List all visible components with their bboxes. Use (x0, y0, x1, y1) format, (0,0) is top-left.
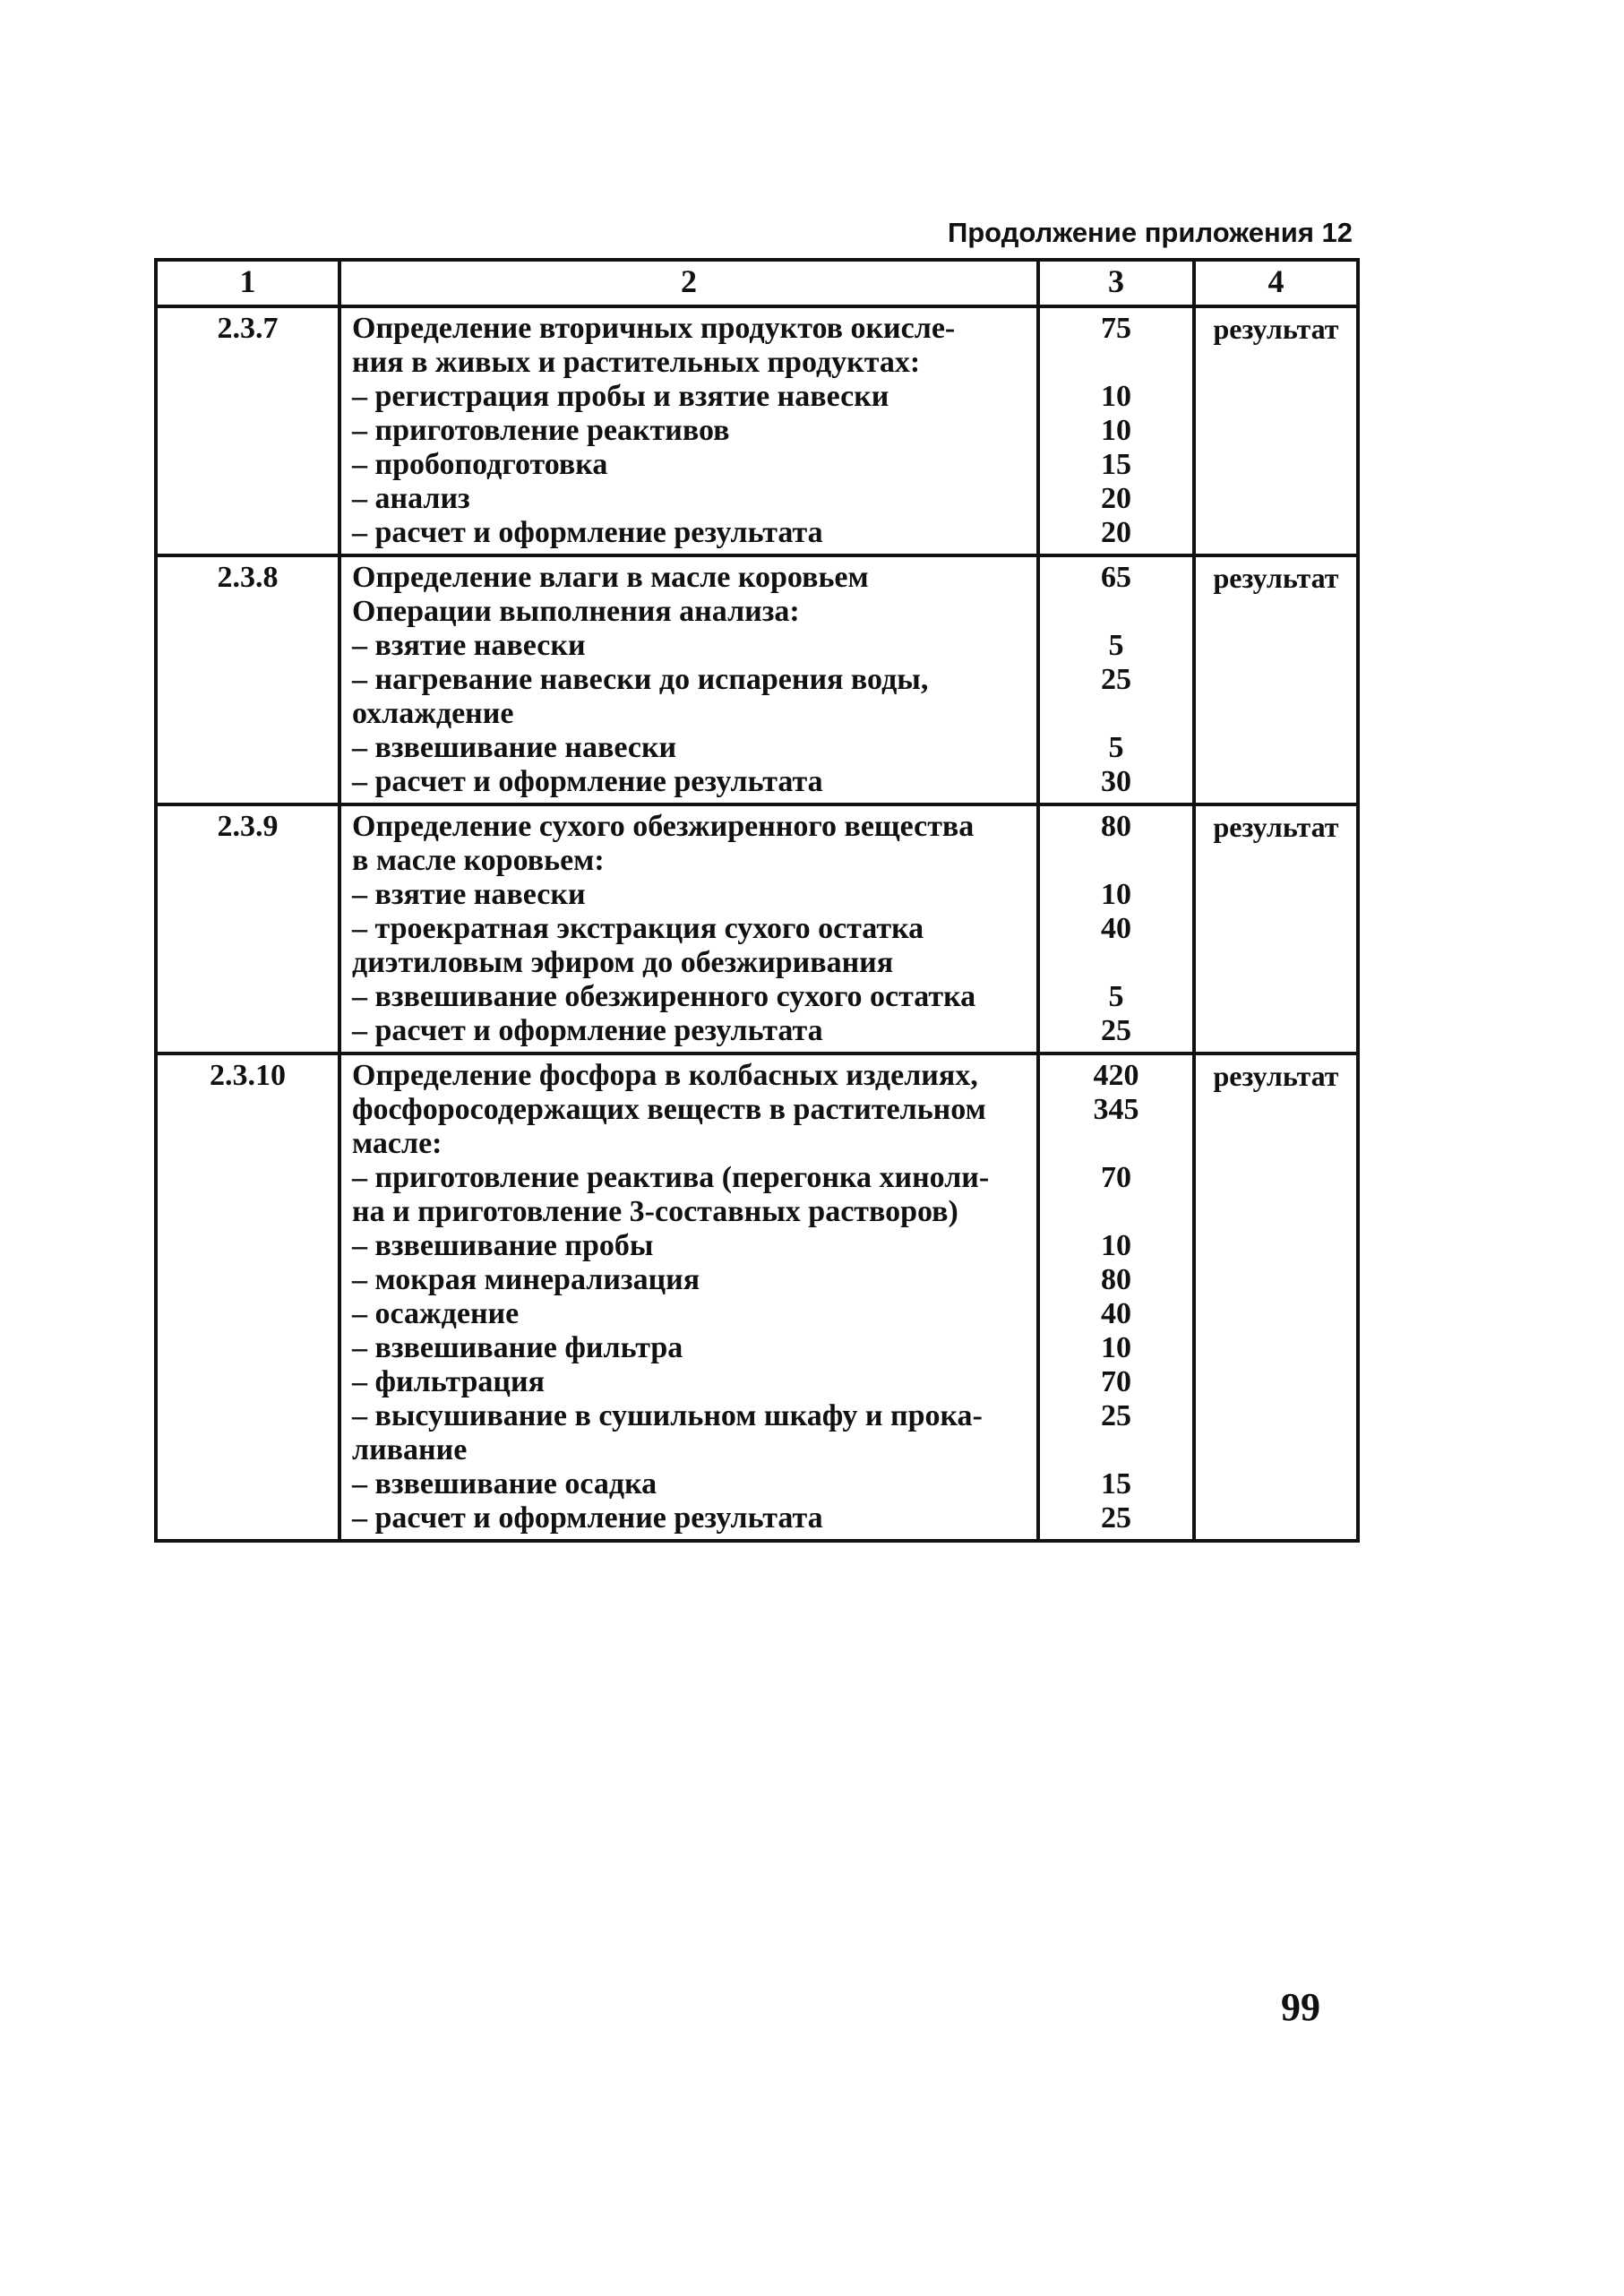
column-header-2: 2 (339, 260, 1038, 306)
description-line: диэтиловым эфиром до обезжиривания (352, 946, 894, 979)
time-value: 25 (1101, 1399, 1131, 1432)
description-line: масле: (352, 1127, 443, 1160)
time-value: 40 (1101, 912, 1131, 945)
row-number: 2.3.9 (156, 804, 339, 1053)
description-line: – приготовление реактивов (352, 414, 730, 447)
description-line: – расчет и оформление результата (352, 765, 823, 798)
time-value: 40 (1101, 1297, 1131, 1330)
description-line: – взвешивание навески (352, 731, 677, 764)
time-values (1038, 306, 1194, 555)
description-line: – осаждение (352, 1297, 520, 1330)
description-line: Определение фосфора в колбасных изделиях, (352, 1059, 978, 1092)
description-line: – взвешивание фильтра (352, 1331, 683, 1364)
description-line: Определение сухого обезжиренного вещества (352, 810, 975, 843)
description-line: – приготовление реактива (перегонка хиноли- (352, 1161, 990, 1194)
operation-description (339, 306, 1038, 555)
time-value: 345 (1093, 1093, 1139, 1126)
description-line: – расчет и оформление результата (352, 1501, 823, 1535)
description-line: – мокрая минерализация (352, 1263, 700, 1296)
time-value: 20 (1101, 516, 1131, 549)
time-value: 25 (1101, 663, 1131, 696)
time-value: 70 (1101, 1161, 1131, 1194)
table-row (156, 1053, 1358, 1541)
description-line: – взвешивание пробы (352, 1229, 654, 1262)
header-row (156, 260, 1358, 306)
time-value: 65 (1101, 561, 1131, 594)
description-line: Определение вторичных продуктов окисле- (352, 312, 956, 345)
table-row (156, 555, 1358, 804)
time-value: 10 (1101, 414, 1131, 447)
time-value: 15 (1101, 448, 1131, 481)
description-line: – расчет и оформление результата (352, 1014, 823, 1047)
description-line: ливание (352, 1433, 468, 1466)
time-value: 80 (1101, 810, 1131, 843)
time-value: 25 (1101, 1501, 1131, 1535)
description-line: – высушивание в сушильном шкафу и прока- (352, 1399, 983, 1432)
description-line: – нагревание навески до испарения воды, (352, 663, 929, 696)
time-value: 10 (1101, 380, 1131, 413)
measurement-unit: результат (1194, 306, 1358, 555)
description-line: на и приготовление 3-составных растворов) (352, 1195, 958, 1228)
description-line: – фильтрация (352, 1365, 545, 1398)
operation-description (339, 1053, 1038, 1541)
description-line: ния в живых и растительных продуктах: (352, 346, 921, 379)
time-value: 70 (1101, 1365, 1131, 1398)
time-values (1038, 1053, 1194, 1541)
table-row (156, 804, 1358, 1053)
time-value: 25 (1101, 1014, 1131, 1047)
description-line: фосфоросодержащих веществ в растительном (352, 1093, 986, 1126)
row-number: 2.3.7 (156, 306, 339, 555)
column-header-1: 1 (156, 260, 339, 306)
time-value (1040, 844, 1192, 878)
time-value (1040, 946, 1192, 980)
description-line: – анализ (352, 482, 470, 515)
operation-description (339, 804, 1038, 1053)
time-value: 15 (1101, 1467, 1131, 1501)
column-header-4: 4 (1194, 260, 1358, 306)
time-value: 20 (1101, 482, 1131, 515)
time-value: 30 (1101, 765, 1131, 798)
column-header-3: 3 (1038, 260, 1194, 306)
measurement-unit: результат (1194, 804, 1358, 1053)
description-line: в масле коровьем: (352, 844, 605, 877)
time-value: 10 (1101, 878, 1131, 911)
time-value: 420 (1093, 1059, 1139, 1092)
description-line: – взвешивание осадка (352, 1467, 657, 1501)
description-line: охлаждение (352, 697, 514, 730)
description-line: – взятие навески (352, 629, 586, 662)
table-row (156, 306, 1358, 555)
description-line: Определение влаги в масле коровьем (352, 561, 869, 594)
time-value: 5 (1108, 629, 1124, 662)
time-value: 5 (1108, 731, 1124, 764)
measurement-unit: результат (1194, 555, 1358, 804)
description-line: – взятие навески (352, 878, 586, 911)
time-value (1040, 697, 1192, 731)
page-number: 99 (1281, 1985, 1320, 2029)
description-line: – регистрация пробы и взятие навески (352, 380, 889, 413)
measurement-unit: результат (1194, 1053, 1358, 1541)
description-line: – троекратная экстракция сухого остатка (352, 912, 924, 945)
time-value: 10 (1101, 1229, 1131, 1262)
time-value (1040, 1127, 1192, 1161)
time-value: 10 (1101, 1331, 1131, 1364)
time-value (1040, 1433, 1192, 1467)
description-line: Операции выполнения анализа: (352, 595, 800, 628)
norms-table (154, 258, 1360, 1543)
operation-description (339, 555, 1038, 804)
table-caption: Продолжение приложения 12 (947, 217, 1353, 248)
time-values (1038, 804, 1194, 1053)
row-number: 2.3.8 (156, 555, 339, 804)
description-line: – пробоподготовка (352, 448, 608, 481)
time-value: 80 (1101, 1263, 1131, 1296)
time-value (1040, 346, 1192, 380)
description-line: – взвешивание обезжиренного сухого остатка (352, 980, 976, 1013)
time-value: 5 (1108, 980, 1124, 1013)
description-line: – расчет и оформление результата (352, 516, 823, 549)
time-values (1038, 555, 1194, 804)
time-value (1040, 1195, 1192, 1229)
time-value: 75 (1101, 312, 1131, 345)
row-number: 2.3.10 (156, 1053, 339, 1541)
time-value (1040, 595, 1192, 629)
